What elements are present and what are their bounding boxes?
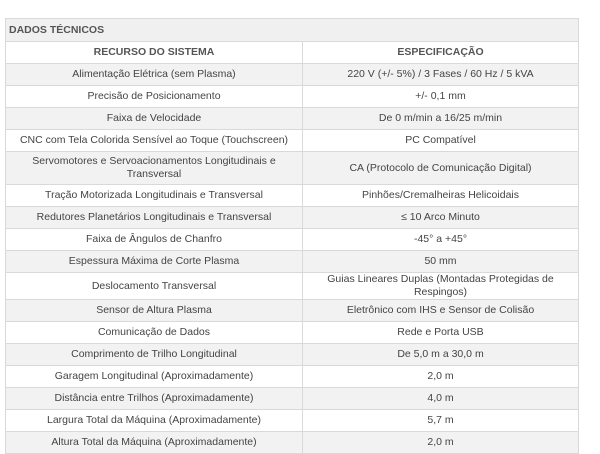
feature-cell: Redutores Planetários Longitudinais e Transversal — [6, 207, 303, 229]
feature-cell: Espessura Máxima de Corte Plasma — [6, 251, 303, 273]
feature-cell: Deslocamento Transversal — [6, 273, 303, 300]
table-row — [6, 108, 579, 130]
specs-table — [5, 18, 579, 454]
feature-cell: Comprimento de Trilho Longitudinal — [6, 344, 303, 366]
table-row — [6, 344, 579, 366]
table-row — [6, 432, 579, 454]
specification-cell: 2,0 m — [303, 432, 579, 454]
specification-cell: De 5,0 m a 30,0 m — [303, 344, 579, 366]
feature-cell: Comunicação de Dados — [6, 322, 303, 344]
feature-cell: Distância entre Trilhos (Aproximadamente) — [6, 388, 303, 410]
specs-section — [5, 18, 578, 454]
feature-cell: Precisão de Posicionamento — [6, 86, 303, 108]
table-row — [6, 322, 579, 344]
feature-cell: Sensor de Altura Plasma — [6, 300, 303, 322]
table-row — [6, 185, 579, 207]
specification-cell: 5,7 m — [303, 410, 579, 432]
specification-cell: Rede e Porta USB — [303, 322, 579, 344]
table-row — [6, 207, 579, 229]
specification-cell: 4,0 m — [303, 388, 579, 410]
specs-table-body — [6, 64, 579, 454]
feature-cell: Tração Motorizada Longitudinais e Transversal — [6, 185, 303, 207]
feature-cell: Servomotores e Servoacionamentos Longitudinais e Transversal — [6, 152, 303, 185]
specification-cell: PC Compatível — [303, 130, 579, 152]
table-row — [6, 86, 579, 108]
table-row — [6, 64, 579, 86]
table-row — [6, 130, 579, 152]
table-row — [6, 152, 579, 185]
feature-cell: Altura Total da Máquina (Aproximadamente) — [6, 432, 303, 454]
specification-cell: 50 mm — [303, 251, 579, 273]
table-row — [6, 388, 579, 410]
specification-cell: Eletrônico com IHS e Sensor de Colisão — [303, 300, 579, 322]
specification-cell: 220 V (+/- 5%) / 3 Fases / 60 Hz / 5 kVA — [303, 64, 579, 86]
table-row — [6, 300, 579, 322]
specification-cell: 2,0 m — [303, 366, 579, 388]
specification-cell: +/- 0,1 mm — [303, 86, 579, 108]
table-row — [6, 273, 579, 300]
feature-cell: Alimentação Elétrica (sem Plasma) — [6, 64, 303, 86]
table-row — [6, 410, 579, 432]
feature-cell: Faixa de Velocidade — [6, 108, 303, 130]
feature-cell: Faixa de Ângulos de Chanfro — [6, 229, 303, 251]
column-header-specification: ESPECIFICAÇÃO — [303, 42, 579, 64]
table-row — [6, 251, 579, 273]
specification-cell: Pinhões/Cremalheiras Helicoidais — [303, 185, 579, 207]
header-row — [6, 42, 579, 64]
table-row — [6, 229, 579, 251]
feature-cell: Largura Total da Máquina (Aproximadamente) — [6, 410, 303, 432]
specification-cell: -45° a +45° — [303, 229, 579, 251]
caption-row — [6, 19, 579, 42]
specification-cell: De 0 m/min a 16/25 m/min — [303, 108, 579, 130]
specification-cell: Guias Lineares Duplas (Montadas Protegidas de Respingos) — [303, 273, 579, 300]
specification-cell: CA (Protocolo de Comunicação Digital) — [303, 152, 579, 185]
feature-cell: CNC com Tela Colorida Sensível ao Toque (Touchscreen) — [6, 130, 303, 152]
feature-cell: Garagem Longitudinal (Aproximadamente) — [6, 366, 303, 388]
table-row — [6, 366, 579, 388]
section-title: DADOS TÉCNICOS — [6, 19, 579, 42]
column-header-feature: RECURSO DO SISTEMA — [6, 42, 303, 64]
specification-cell: ≤ 10 Arco Minuto — [303, 207, 579, 229]
